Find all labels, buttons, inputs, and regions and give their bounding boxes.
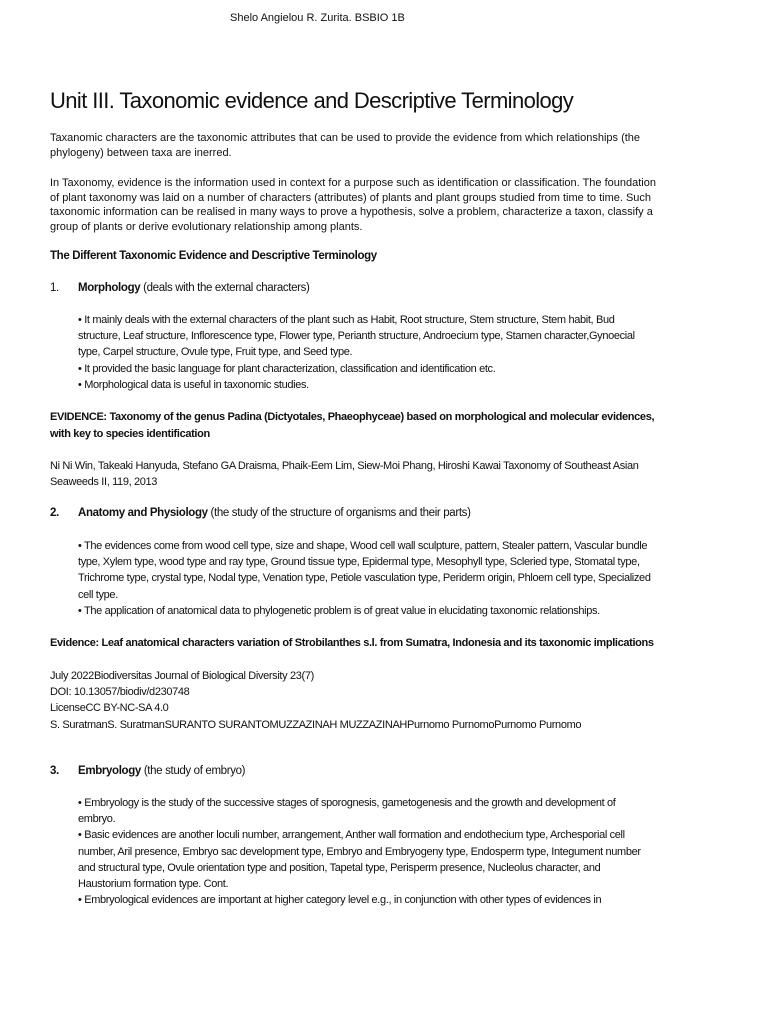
author-line: Shelo Angielou R. Zurita. BSBIO 1B: [230, 12, 405, 24]
item-number: 3.: [50, 765, 59, 777]
bullet-item: • The application of anatomical data to phylogenetic problem is of great value in elucidating taxonomic relationships.: [78, 604, 600, 617]
bullet-item: • Basic evidences are another loculi number, arrangement, Anther wall formation and endothecium type, Archesporial cell number, Aril presence, Embryo sac development type, Embryo and Embryogeny type, Endosperm type, Integument number and structural type, Ovule orientation type and position, Tapetal type, Perisperm presence, Nucleolus character, and Haustorium formation type. Cont.: [78, 829, 641, 891]
bullet-item: • It mainly deals with the external characters of the plant such as Habit, Root structure, Stem structure, Stem habit, Bud structure, Leaf structure, Inflorescence type, Flower type, Perianth structure, Androecium type, Stamen character,Gynoecial type, Carpel structure, Ovule type, Fruit type, and Seed type.: [78, 314, 635, 359]
intro-paragraph-1: Taxanomic characters are the taxonomic attributes that can be used to provide the evidence from which relationships (the phylogeny) between taxa are inerred.: [50, 132, 641, 159]
item-anatomy-heading: [50, 507, 471, 519]
section-heading: The Different Taxonomic Evidence and Descriptive Terminology: [50, 250, 377, 262]
bullet-item: • The evidences come from wood cell type, size and shape, Wood cell wall sculpture, pattern, Stealer pattern, Vascular bundle type, Xylem type, wood type and ray type, Ground tissue type, Epidermal type, Mesophyll type, Scleried type, Stomatal type, Trichrome type, crystal type, Nodal type, Venation type, Petiole vasculation type, Periderm origin, Phloem cell type, Specialized cell type.: [78, 540, 651, 601]
item-morphology-heading: [50, 282, 310, 294]
evidence-heading-anatomy: Evidence: Leaf anatomical characters variation of Strobilanthes s.l. from Sumatra, Indonesia and its taxonomic implications: [50, 637, 654, 649]
item-description: (the study of embryo): [140, 765, 246, 777]
citation-line: S. SuratmanS. SuratmanSURANTO SURANTOMUZZAZINAH MUZZAZINAHPurnomo PurnomoPurnomo Purnomo: [50, 718, 582, 731]
item-name: Morphology: [78, 282, 141, 294]
citation-line: Ni Ni Win, Takeaki Hanyuda, Stefano GA Draisma, Phaik-Eem Lim, Siew-Moi Phang, Hiroshi Kawai Taxonomy of Southeast Asian Seaweeds II, 119, 2013: [50, 460, 639, 489]
morphology-bullets: [78, 312, 653, 393]
intro-paragraph-2: In Taxonomy, evidence is the information used in context for a purpose such as identification or classification. The foundation of plant taxonomy was laid on a number of characters (attributes) of plants and plant groups studied from time to time. Such taxonomic information can be realised in many ways to prove a hypothesis, solve a problem, characterize a taxon, classify a group of plants or derive evolutionary relationship among plants.: [50, 177, 656, 233]
citation-morphology: [50, 458, 660, 490]
item-number: 2.: [50, 507, 59, 519]
citation-line: LicenseCC BY-NC-SA 4.0: [50, 702, 169, 715]
item-name: Embryology: [78, 765, 141, 777]
anatomy-bullets: [78, 538, 653, 619]
item-description: (the study of the structure of organisms and their parts): [207, 507, 471, 519]
item-number: 1.: [50, 282, 59, 294]
item-name: Anatomy and Physiology: [78, 507, 208, 519]
embryology-bullets: [78, 795, 653, 908]
citation-line: DOI: 10.13057/biodiv/d230748: [50, 686, 190, 699]
page-title: Unit III. Taxonomic evidence and Descriptive Terminology: [50, 88, 574, 113]
bullet-item: • Morphological data is useful in taxonomic studies.: [78, 378, 309, 391]
citation-anatomy: [50, 668, 660, 733]
evidence-heading-morphology: EVIDENCE: Taxonomy of the genus Padina (Dictyotales, Phaeophyceae) based on morphological and molecular evidences, with key to species identification: [50, 411, 655, 440]
item-description: (deals with the external characters): [140, 282, 310, 294]
item-embryology-heading: [50, 765, 245, 777]
citation-line: July 2022Biodiversitas Journal of Biological Diversity 23(7): [50, 670, 314, 682]
bullet-item: • Embryological evidences are important at higher category level e.g., in conjunction with other types of evidences in: [78, 894, 602, 907]
bullet-item: • It provided the basic language for plant characterization, classification and identification etc.: [78, 362, 496, 375]
bullet-item: • Embryology is the study of the successive stages of sporognesis, gametogenesis and the growth and development of embryo.: [78, 797, 616, 826]
